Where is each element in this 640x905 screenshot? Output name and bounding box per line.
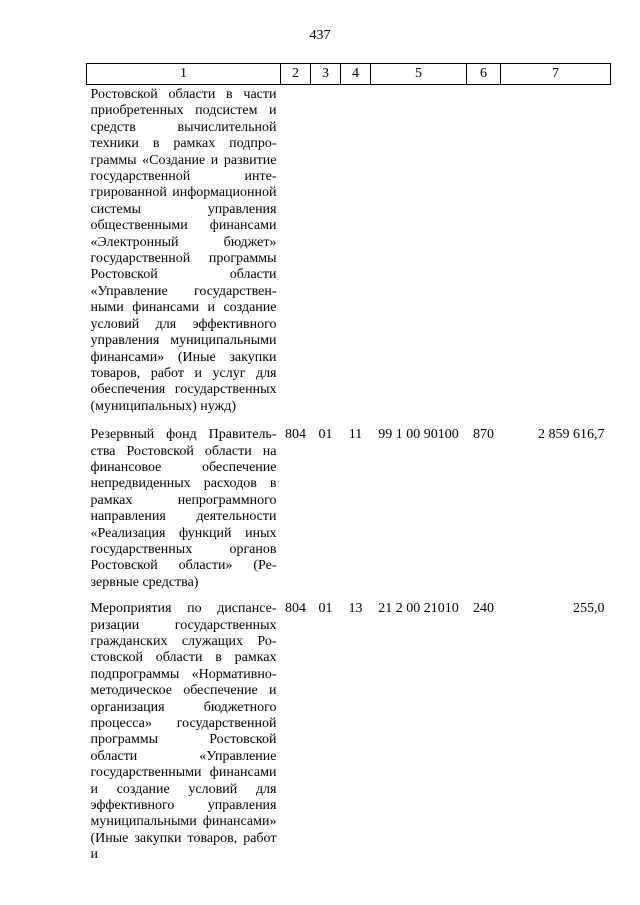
cell-section: 01 — [318, 427, 333, 443]
table-row — [87, 85, 611, 422]
cell-expense-type — [467, 85, 501, 422]
cell-amount: 2 859 616,7 — [538, 427, 605, 443]
cell-ministry: 804 — [285, 427, 306, 443]
column-header-7: 7 — [501, 64, 611, 85]
column-header-3: 3 — [311, 64, 341, 85]
cell-amount — [501, 85, 611, 422]
page-number: 437 — [309, 28, 331, 43]
table-row — [87, 597, 611, 870]
column-header-4: 4 — [341, 64, 371, 85]
cell-expense-type: 240 — [473, 601, 494, 617]
cell-section — [311, 85, 341, 422]
row-description: Ростовской области в части приобретенных подсистем и средств вычислительной техники в рамках подпрограммы «Создание и развитие государственной интегрированной информационной системы управления общественными финансами «Электронный бюджет» государственной программы Ростовской области «Управление государственными финансами и создание условий для эффективного управления муниципальными финансами» (Иные закупки товаров, работ и услуг для обеспечения государственных (муниципальных) нужд) — [90, 87, 277, 414]
row-description: Резервный фонд Правительства Ростовской области на финансовое обеспечение непредвиденных расходов в рамках непрограммного направления деятельности «Реализация функций иных государственных органов Ростовской области» (Резервные средства) — [90, 427, 277, 590]
column-header-1: 1 — [87, 64, 281, 85]
cell-target-article: 21 2 00 21010 — [378, 601, 459, 617]
column-header-2: 2 — [281, 64, 311, 85]
cell-ministry: 804 — [285, 601, 306, 617]
column-header-5: 5 — [371, 64, 467, 85]
budget-table — [86, 63, 611, 870]
cell-ministry — [281, 85, 311, 422]
table-header-row — [87, 64, 611, 85]
cell-target-article — [371, 85, 467, 422]
column-header-6: 6 — [467, 64, 501, 85]
cell-section: 01 — [318, 601, 333, 617]
cell-expense-type: 870 — [473, 427, 494, 443]
cell-subsection: 13 — [348, 601, 363, 617]
cell-subsection: 11 — [348, 427, 363, 443]
cell-amount: 255,0 — [573, 601, 605, 617]
table-row — [87, 421, 611, 597]
row-description: Мероприятия по диспансеризации государственных гражданских служащих Ростовской области в рамках подпрограммы «Нормативно-методическое обеспечение и организация бюджетного процесса» государственной программы Ростовской области «Управление государственными финансами и создание условий для эффективного управления муниципальными финансами» (Иные закупки товаров, работ и — [90, 601, 277, 863]
cell-target-article: 99 1 00 90100 — [378, 427, 459, 443]
cell-subsection — [341, 85, 371, 422]
